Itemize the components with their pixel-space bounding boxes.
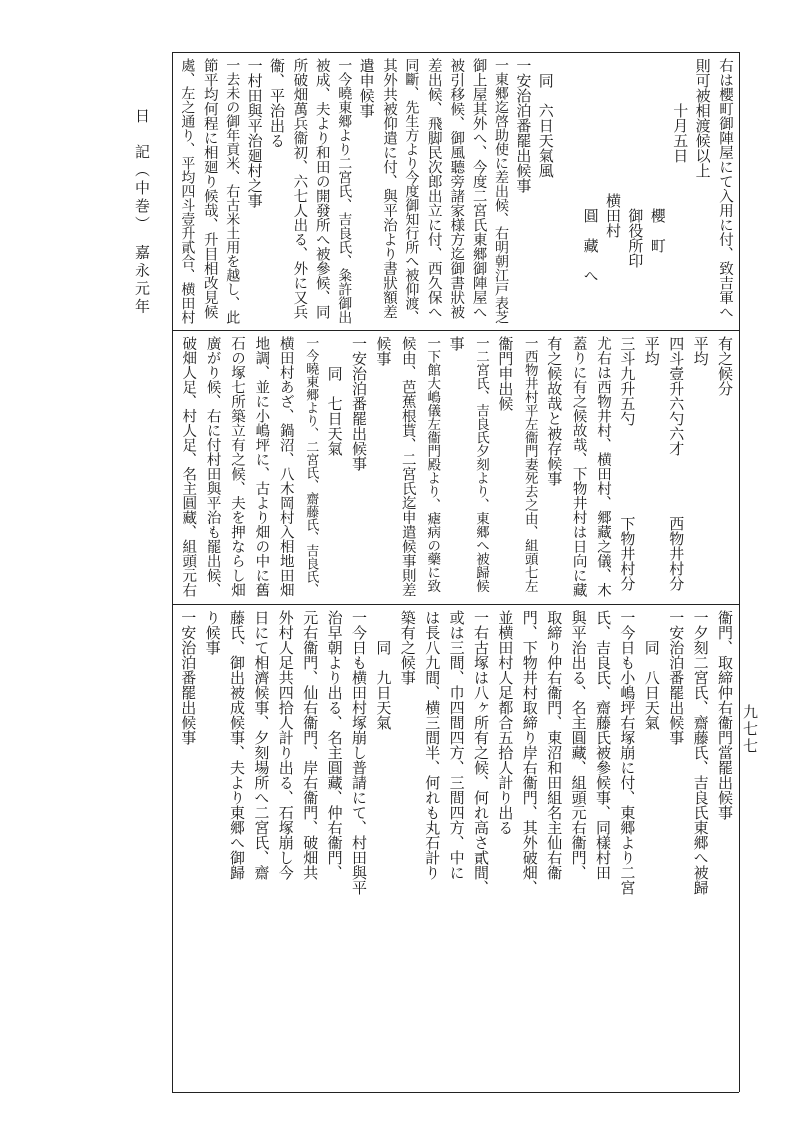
text-column: 廣がり候、右に付村田與平治も罷出候、 <box>204 336 221 597</box>
text-column: 同 九日天氣 <box>374 610 393 730</box>
text-column: 一村田與平治廻村之事 <box>245 58 264 208</box>
text-column: 有之候分 <box>715 336 734 396</box>
text-column: 一安治泊番罷出候事 <box>514 58 533 193</box>
text-column: 候事 <box>374 336 393 366</box>
text-column: 有之候故哉と被存候事 <box>545 336 564 486</box>
text-column: 御上屋其外へ、今度二宮氏東郷御陣屋へ <box>470 58 487 319</box>
text-column: 御役所印 <box>626 58 645 268</box>
text-column: 一二宮氏、吉良氏夕刻より、東郷へ被歸候 <box>472 336 489 593</box>
text-column: 外村人足共四拾人計り出る、石塚崩し今 <box>276 610 295 880</box>
text-column: 一東郷迄啓助使に差出候、右明朝江戸表芝 <box>492 58 509 324</box>
text-column: 横田村あざ、鍋沼、八木岡村入相地田畑 <box>277 336 294 597</box>
text-column: 一下館大嶋儀左衞門殿より、瘧病の藥に致 <box>424 336 441 593</box>
text-column: 衞、平治出る <box>267 58 286 148</box>
text-column: 遣申候事 <box>357 58 376 118</box>
running-header: 日 記（中巻） 嘉永元年 <box>133 108 151 317</box>
page-frame <box>172 52 739 1092</box>
bottom-rule <box>172 1092 739 1093</box>
divider-rule-2 <box>172 604 739 605</box>
text-column: 與平治出る、名主圓藏、組頭元右衞門、 <box>569 610 588 880</box>
text-column: 十月五日 <box>671 58 690 163</box>
text-column: 地調、並に小嶋坪に、古より畑の中に舊 <box>253 336 270 597</box>
text-column: 一今日も横田村塚崩し普請にて、村田與平 <box>349 610 368 895</box>
text-column: 氏、吉良氏、齋藤氏被參候事、同樣村田 <box>593 610 612 880</box>
text-column: 其外共被仰遣に付、與平治より書狀額差 <box>380 58 397 319</box>
text-column: 衞門、取締仲右衞門當罷出候事 <box>715 610 734 820</box>
text-column: 事 <box>447 336 466 351</box>
text-column: 衞門申出候 <box>496 336 515 411</box>
text-column: 圓 藏 へ <box>581 58 600 283</box>
text-column: 平均 <box>642 336 661 366</box>
text-column: 門、下物井村取締り岸右衞門、其外破畑、 <box>520 610 539 895</box>
text-column: 同 八日天氣 <box>642 610 661 730</box>
text-column: 一今日も小嶋坪右塚崩に付、東郷より二宮 <box>618 610 637 895</box>
text-column: 築有之候事 <box>398 610 417 685</box>
text-column: 差出候、飛脚民次郎出立に付、西久保へ <box>425 58 442 319</box>
text-column: 一西物井村平左衞門妻死去之由、組頭七左 <box>521 336 538 593</box>
text-column: 取締り仲右衞門、東沼和田組名主仙右衞 <box>545 610 564 880</box>
text-column: 節平均何程に相廻り候哉、升目相改見候 <box>201 58 218 319</box>
text-column: 元右衞門、仙右衞門、岸右衞門、破畑共 <box>301 610 320 880</box>
text-column: 一去未の御年貢米、右古米土用を越し、此 <box>224 58 241 324</box>
top-section <box>172 58 739 326</box>
frame-right-rule <box>739 52 740 1092</box>
text-column: 處、左之通り、平均四斗壹升貳合、横田村 <box>179 58 196 324</box>
text-column: 並横田村人足都合五拾人計り出る <box>496 610 515 835</box>
text-column: 藤氏、御出被成候事、夫より東郷へ御歸 <box>227 610 246 880</box>
bottom-section <box>172 610 739 1090</box>
text-column: 石の塚七所築立有之候、夫を押ならし畑 <box>228 336 245 597</box>
text-column: 平均 <box>691 336 710 366</box>
text-column: 四斗壹升六勺六才 西物井村分 <box>667 336 686 591</box>
text-column: 同 七日天氣 <box>325 336 344 456</box>
divider-rule-1 <box>172 330 739 331</box>
text-column: 同 六日天氣風 <box>536 58 555 178</box>
text-column: 一安治泊番罷出候事 <box>349 336 368 471</box>
text-column: 一夕刻二宮氏、齋藤氏、吉良氏東郷へ被歸 <box>691 610 710 895</box>
text-column: 一今曉東郷より、二宮氏、齋藤氏、吉良氏、 <box>303 336 319 596</box>
text-column: 一右古塚は八ヶ所有之候、何れ高さ貳間、 <box>471 610 490 895</box>
top-rule <box>172 52 739 53</box>
text-column: 蓋りに有之候故哉、下物井村は日向に藏 <box>570 336 587 597</box>
text-column: 治早朝より出る、名主圓藏、仲右衞門、 <box>325 610 344 880</box>
text-column: は長八九間、横三間半、何れも丸石計り <box>423 610 442 880</box>
text-column: 尤右は西物井村、横田村、郷藏之儀、木 <box>594 336 611 597</box>
text-column: 破畑人足、村人足、名主圓藏、組頭元右 <box>180 336 197 597</box>
page-number: 九七七 <box>741 704 759 755</box>
text-column: 同斷、先生方より今度御知行所へ被仰渡、 <box>403 58 420 324</box>
text-column: 日にて相濟候事、夕刻場所へ二宮氏、齋 <box>252 610 271 880</box>
text-column: 被引移候、御風聽旁諸家様方迄御書狀被 <box>448 58 465 319</box>
text-column: 右は櫻町御陣屋にて入用に付、致吉軍へ <box>716 58 733 319</box>
text-column: 則可被相渡候以上 <box>693 58 712 178</box>
middle-section <box>172 336 739 600</box>
text-column: 候由、芭蕉根貰、二宮氏迄申遣候事則差 <box>399 336 416 597</box>
text-column: 所破畑萬兵衞初、六七人出る、外に又兵 <box>291 58 308 319</box>
text-column: 一安治泊番罷出候事 <box>179 610 198 745</box>
text-column: り候事 <box>203 610 222 655</box>
text-column: 横田村 <box>603 58 622 238</box>
text-column: 或は三間、巾四間四方、三間四方、中に <box>447 610 466 880</box>
text-column: 一今曉東郷より二宮氏、吉良氏、粂許御出 <box>336 58 353 324</box>
text-column: 被成、夫より和田の開發所へ被參候、同 <box>313 58 330 319</box>
text-column: 一安治泊番罷出候事 <box>667 610 686 745</box>
text-column: 櫻 町 <box>648 58 667 253</box>
text-column: 三斗九升五勺 下物井村分 <box>618 336 637 591</box>
